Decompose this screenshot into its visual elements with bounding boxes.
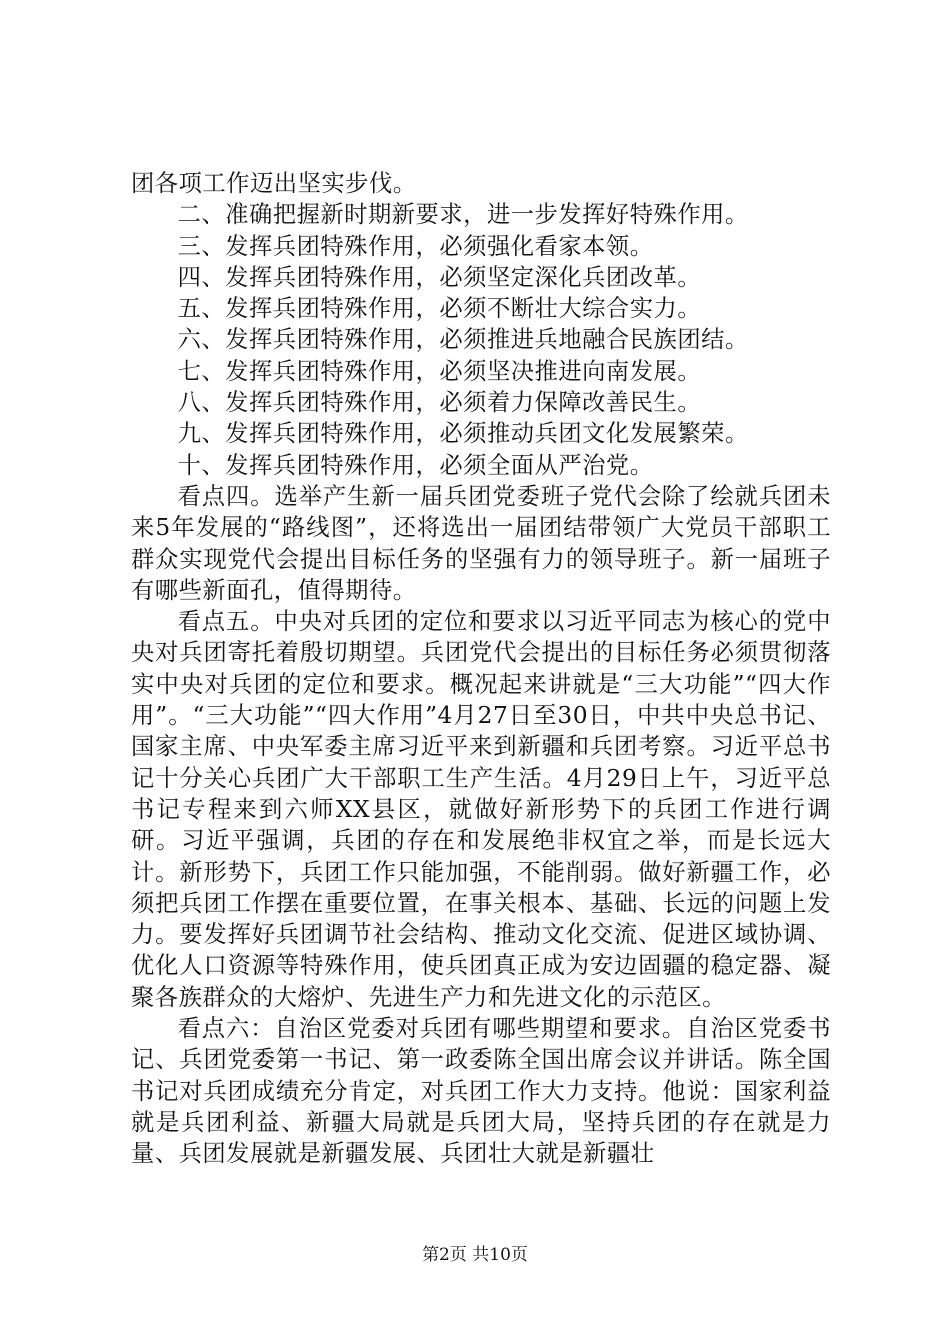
page-number: 第2页 共10页 bbox=[422, 1245, 528, 1265]
paragraph-2: 二、准确把握新时期新要求，进一步发挥好特殊作用。 bbox=[177, 201, 749, 229]
paragraph-13: 看点六：自治区党委对兵团有哪些期望和要求。自治区党委书记、兵团党委第一书记、第一政委陈全国出席会议并讲话。陈全国书记对兵团成绩充分肯定，对兵团工作大力支持。他说：国家利益就是兵团利益、新疆大局就是兵团大局，坚持兵团的存在就是力量、兵团发展就是新疆发展、兵团壮大就是新疆壮 bbox=[131, 1015, 831, 1168]
paragraph-4: 四、发挥兵团特殊作用，必须坚定深化兵团改革。 bbox=[177, 263, 702, 291]
paragraph-7: 七、发挥兵团特殊作用，必须坚决推进向南发展。 bbox=[177, 357, 702, 385]
paragraph-8: 八、发挥兵团特殊作用，必须着力保障改善民生。 bbox=[177, 389, 702, 417]
paragraph-1: 团各项工作迈出坚实步伐。 bbox=[131, 170, 417, 197]
paragraph-5: 五、发挥兵团特殊作用，必须不断壮大综合实力。 bbox=[177, 295, 702, 323]
paragraph-10: 十、发挥兵团特殊作用，必须全面从严治党。 bbox=[177, 451, 654, 479]
paragraph-3: 三、发挥兵团特殊作用，必须强化看家本领。 bbox=[177, 232, 654, 260]
paragraph-11: 看点四。选举产生新一届兵团党委班子党代会除了绘就兵团未来5年发展的“路线图”，还将选出一届团结带领广大党员干部职工群众实现党代会提出目标任务的坚强有力的领导班子。新一届班子有哪些新面孔，值得期待。 bbox=[131, 482, 831, 604]
paragraph-6: 六、发挥兵团特殊作用，必须推进兵地融合民族团结。 bbox=[177, 326, 749, 354]
paragraph-12: 看点五。中央对兵团的定位和要求以习近平同志为核心的党中央对兵团寄托着殷切期望。兵团党代会提出的目标任务必须贯彻落实中央对兵团的定位和要求。概况起来讲就是“三大功能”“四大作用”。“三大功能”“四大作用”4月27日至30日，中共中央总书记、国家主席、中央军委主席习近平来到新疆和兵团考察。习近平总书记十分关心兵团广大干部职工生产生活。4月29日上午，习近平总书记专程来到六师XX县区，就做好新形势下的兵团工作进行调研。习近平强调，兵团的存在和发展绝非权宜之举，而是长远大计。新形势下，兵团工作只能加强，不能削弱。做好新疆工作，必须把兵团工作摆在重要位置，在事关根本、基础、长远的问题上发力。要发挥好兵团调节社会结构、推动文化交流、促进区域协调、优化人口资源等特殊作用，使兵团真正成为安边固疆的稳定器、凝聚各族群众的大熔炉、先进生产力和先进文化的示范区。 bbox=[131, 608, 831, 1011]
page-footer bbox=[0, 1244, 950, 1266]
document-body bbox=[131, 168, 831, 1170]
paragraph-9: 九、发挥兵团特殊作用，必须推动兵团文化发展繁荣。 bbox=[177, 420, 749, 448]
